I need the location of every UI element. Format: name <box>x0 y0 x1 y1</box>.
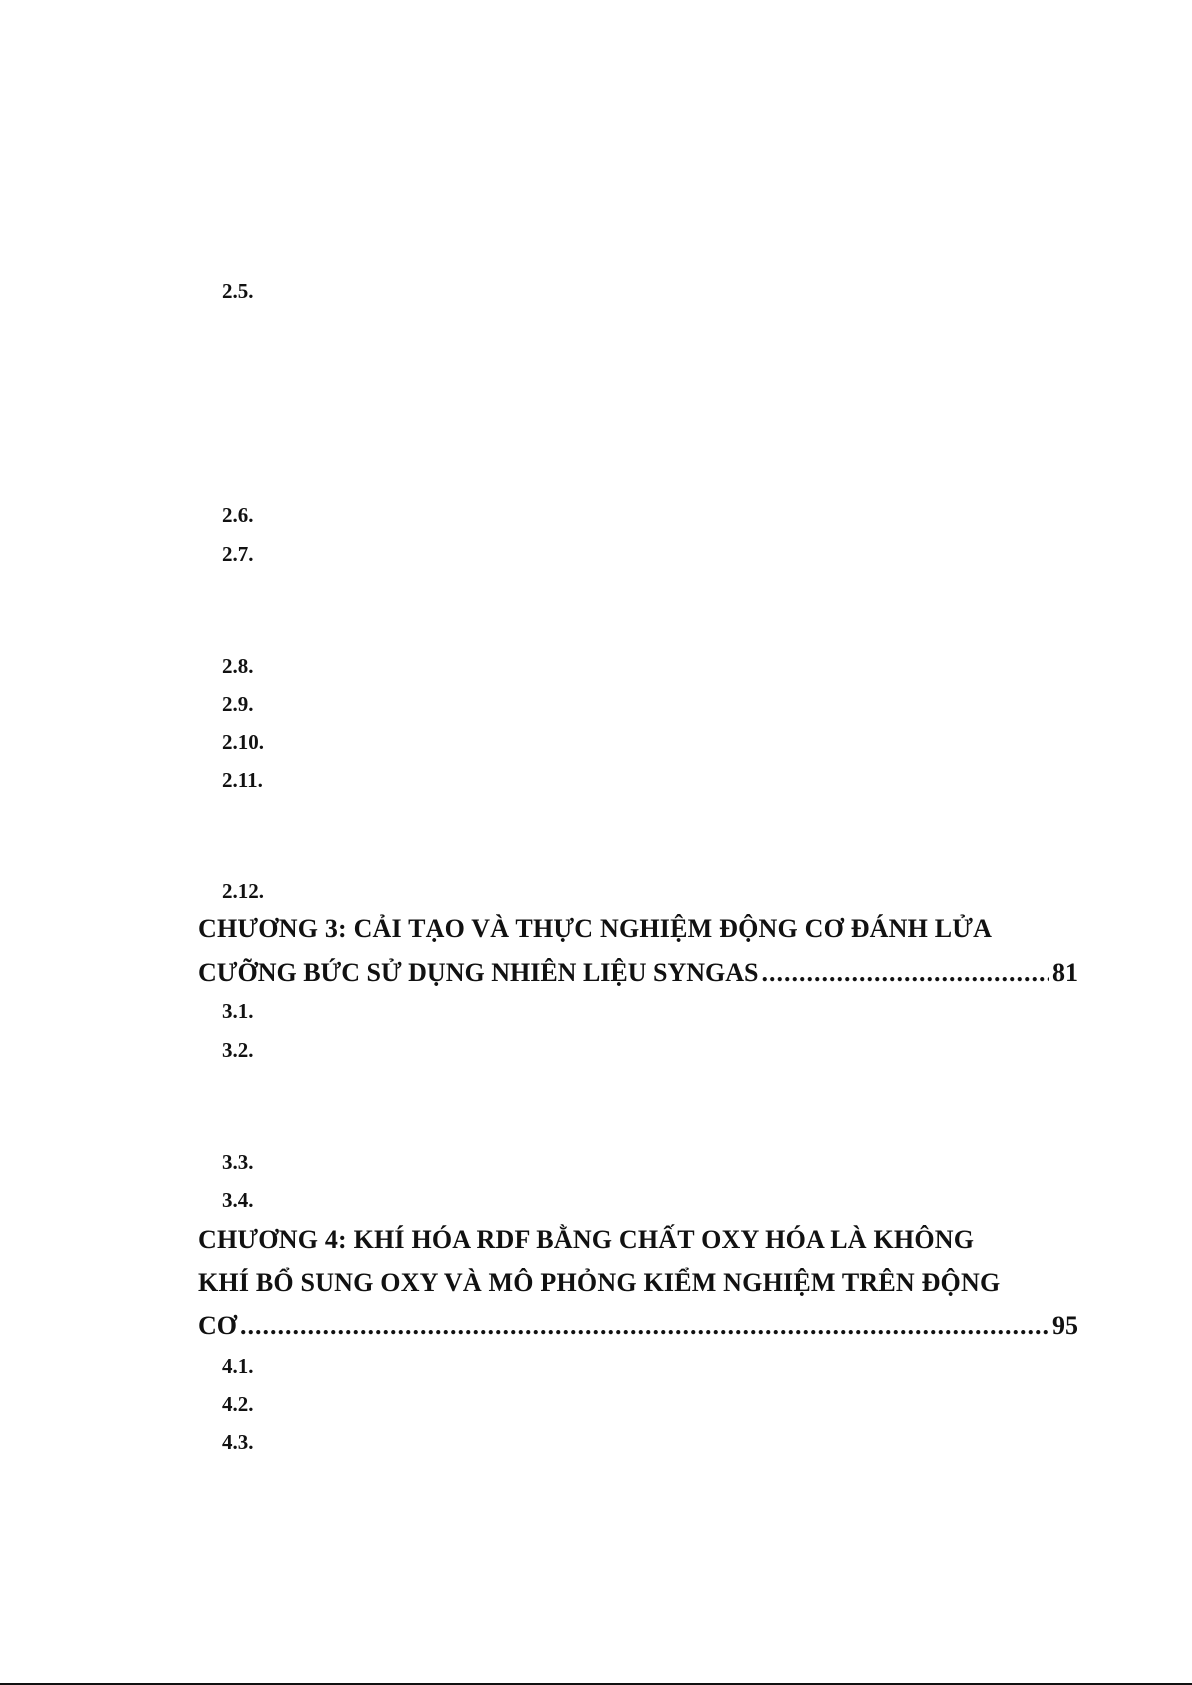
toc-section-2-5: 2.5. <box>222 279 254 303</box>
chapter-3-page-number: 81 <box>1052 958 1078 987</box>
chapter-4-title-line-2: KHÍ BỔ SUNG OXY VÀ MÔ PHỎNG KIỂM NGHIỆM TRÊN ĐỘNG <box>198 1268 1001 1297</box>
chapter-4-page-number: 95 <box>1052 1311 1078 1340</box>
chapter-4-title-line-3 <box>198 1311 1078 1341</box>
toc-section-3-3: 3.3. <box>222 1150 254 1174</box>
toc-section-3-1: 3.1. <box>222 999 254 1023</box>
toc-section-2-7: 2.7. <box>222 542 254 566</box>
chapter-4-title-text: CƠ <box>198 1311 237 1340</box>
chapter-3-title-line-1: CHƯƠNG 3: CẢI TẠO VÀ THỰC NGHIỆM ĐỘNG CƠ ĐÁNH LỬA <box>198 914 993 943</box>
toc-section-2-8: 2.8. <box>222 654 254 678</box>
toc-section-2-9: 2.9. <box>222 692 254 716</box>
dot-leader <box>762 958 1050 988</box>
toc-section-2-6: 2.6. <box>222 503 254 527</box>
toc-section-4-2: 4.2. <box>222 1392 254 1416</box>
toc-section-2-10: 2.10. <box>222 730 264 754</box>
toc-section-2-11: 2.11. <box>222 768 263 792</box>
toc-section-3-2: 3.2. <box>222 1038 254 1062</box>
chapter-3-title-text: CƯỠNG BỨC SỬ DỤNG NHIÊN LIỆU SYNGAS <box>198 958 759 987</box>
toc-section-2-12: 2.12. <box>222 879 264 903</box>
toc-section-4-1: 4.1. <box>222 1354 254 1378</box>
toc-section-4-3: 4.3. <box>222 1430 254 1454</box>
chapter-4-title-line-1: CHƯƠNG 4: KHÍ HÓA RDF BẰNG CHẤT OXY HÓA LÀ KHÔNG <box>198 1225 975 1254</box>
dot-leader <box>240 1311 1049 1341</box>
chapter-3-title-line-2 <box>198 958 1078 988</box>
toc-section-3-4: 3.4. <box>222 1188 254 1212</box>
